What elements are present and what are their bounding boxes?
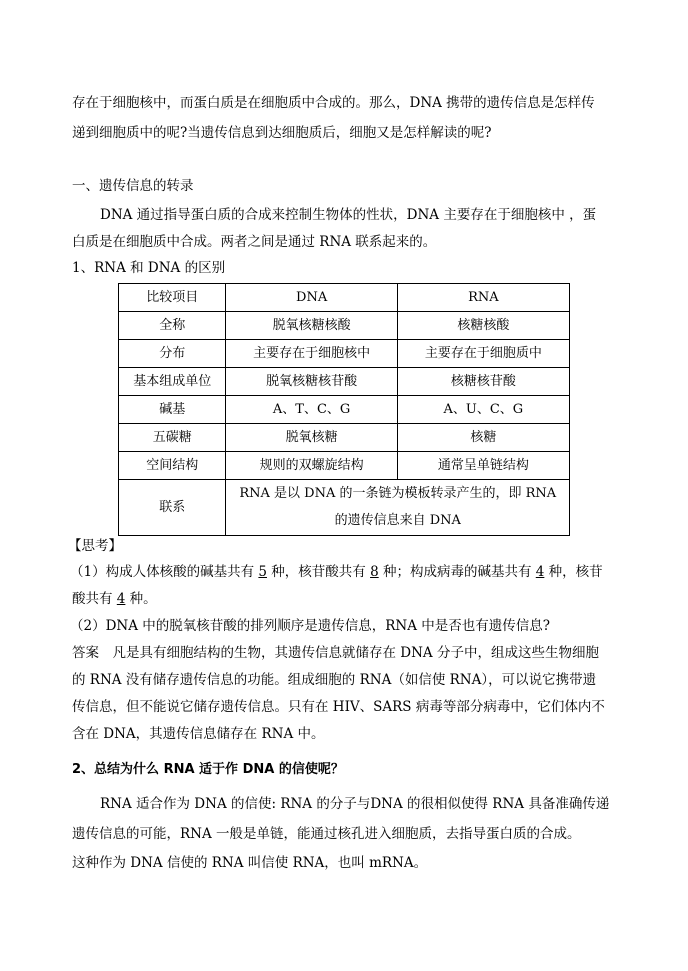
table-cell: 脱氧核糖核苷酸 [226,368,397,396]
table-cell: A、T、C、G [226,396,397,424]
q1-text: 酸共有 [72,591,117,607]
table-cell: 核糖核酸 [397,312,569,340]
q1-answer-virus-nucleotides: 4 [116,591,126,607]
section-2-heading: 2、总结为什么 RNA 适于作 DNA 的信使呢？ [72,762,344,777]
table-cell: A、U、C、G [397,396,569,424]
answer-line-4: 含在 DNA，其遗传信息储存在 RNA 中。 [72,726,325,742]
table-cell: 主要存在于细胞质中 [397,340,569,368]
table-header-row [119,284,570,312]
table-cell: 脱氧核糖 [226,424,397,452]
table-row [119,368,570,396]
table-cell: 五碳糖 [119,424,226,452]
q1-text: 种。 [125,591,157,607]
section-1-heading: 一、遗传信息的转录 [72,178,194,194]
table-cell-link-content [226,480,570,536]
link-line-1: RNA 是以 DNA 的一条链为模板转录产生的，即 RNA [239,486,557,501]
answer-line-1: 答案 凡是具有细胞结构的生物，其遗传信息就储存在 DNA 分子中，组成这些生物细胞 [72,645,599,661]
table-row [119,396,570,424]
section-2-paragraph-line-1: RNA 适合作为 DNA 的信使: RNA 的分子与DNA 的很相似使得 RNA 具备准确传递 [100,796,610,812]
table-cell: 主要存在于细胞核中 [226,340,397,368]
think-q2: （2）DNA 中的脱氧核苷酸的排列顺序是遗传信息，RNA 中是否也有遗传信息? [70,618,551,634]
q1-answer-virus-bases: 4 [535,564,545,580]
table-header-cell: 比较项目 [119,284,226,312]
table-row-link [119,480,570,536]
table-cell: 通常呈单链结构 [397,452,569,480]
table-cell: 碱基 [119,396,226,424]
table-cell: 空间结构 [119,452,226,480]
table-cell: 脱氧核糖核酸 [226,312,397,340]
table-header-cell: RNA [397,284,569,312]
rna-dna-comparison-table [118,283,570,536]
think-q1-line-2 [72,590,157,608]
q1-text: 种，核苷 [544,564,603,580]
intro-line-1: 存在于细胞核中，而蛋白质是在细胞质中合成的。那么，DNA 携带的遗传信息是怎样传 [72,95,595,111]
table-row [119,424,570,452]
section-1-paragraph-line-2: 白质是在细胞质中合成。两者之间是通过 RNA 联系起来的。 [72,234,437,250]
table-header-cell: DNA [226,284,397,312]
table-row [119,340,570,368]
table-cell: 核糖核苷酸 [397,368,569,396]
answer-line-2: 的 RNA 没有储存遗传信息的功能。组成细胞的 RNA（如信使 RNA），可以说它携带遗 [72,672,597,688]
think-q1-line-1 [70,563,603,581]
q1-text: （1）构成人体核酸的碱基共有 [70,564,259,580]
intro-line-2: 递到细胞质中的呢?当遗传信息到达细胞质后，细胞又是怎样解读的呢? [72,125,492,141]
table-cell: 基本组成单位 [119,368,226,396]
section-2-paragraph-line-3: 这种作为 DNA 信使的 RNA 叫信使 RNA，也叫 mRNA。 [72,855,428,871]
table-row [119,452,570,480]
section-1-paragraph-line-1: DNA 通过指导蛋白质的合成来控制生物体的性状，DNA 主要存在于细胞核中 ，蛋 [100,207,597,223]
table-cell: 规则的双螺旋结构 [226,452,397,480]
table-cell-link-label: 联系 [119,480,226,536]
link-line-2: 的遗传信息来自 DNA [334,513,461,528]
table-cell: 分布 [119,340,226,368]
section-2-paragraph-line-2: 遗传信息的可能，RNA 一般是单链，能通过核孔进入细胞质，去指导蛋白质的合成。 [72,826,581,842]
table-cell: 全称 [119,312,226,340]
table-row [119,312,570,340]
table-cell: 核糖 [397,424,569,452]
q1-text: 种，核苷酸共有 [266,564,371,580]
think-title: 【思考】 [68,538,122,554]
q1-answer-human-nucleotides: 8 [370,564,379,580]
section-1-subheading: 1、RNA 和 DNA 的区别 [72,260,226,276]
q1-answer-human-bases: 5 [258,564,267,580]
q1-text: 种；构成病毒的碱基共有 [378,564,536,580]
answer-line-3: 传信息，但不能说它储存遗传信息。只有在 HIV、SARS 病毒等部分病毒中，它们体内不 [72,699,605,715]
